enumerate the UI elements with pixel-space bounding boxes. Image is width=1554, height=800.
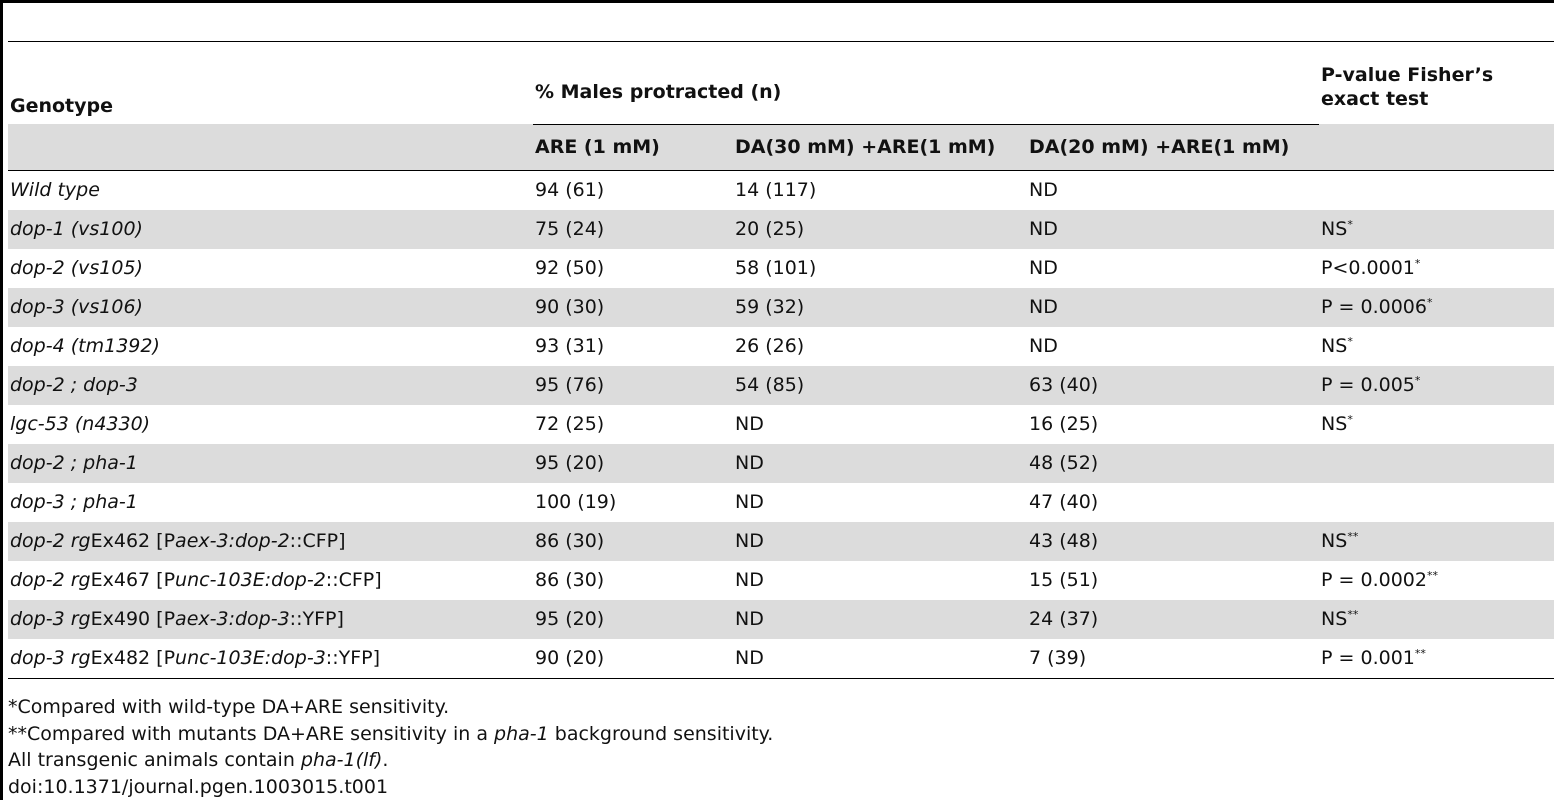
cell-pvalue: NS* [1321, 335, 1353, 357]
cell-pvalue: P = 0.005* [1319, 366, 1554, 405]
cell-genotype: lgc-53 (n4330) [10, 413, 151, 435]
cell-da30: ND [735, 491, 764, 513]
table-row [8, 405, 1554, 444]
footnote-1: *Compared with wild-type DA+ARE sensitivity. [8, 696, 450, 718]
footnote-marker: * [1414, 374, 1421, 387]
cell-da30: ND [735, 413, 764, 435]
cell-genotype: dop-4 (tm1392) [10, 335, 160, 357]
table-row [8, 483, 1554, 522]
cell-pvalue [1319, 170, 1554, 210]
table-row [8, 600, 1554, 639]
cell-pvalue: P<0.0001* [1321, 257, 1421, 279]
cell-are: 72 (25) [535, 413, 605, 435]
cell-da20: 16 (25) [1029, 413, 1099, 435]
footnote-2: **Compared with mutants DA+ARE sensitivity in a pha-1 background sensitivity. [8, 722, 774, 745]
cell-da20: ND [1029, 257, 1058, 279]
cell-da30: 20 (25) [733, 210, 1027, 249]
table-top-rule [8, 41, 1554, 42]
cell-are: 92 (50) [535, 257, 605, 279]
cell-are: 93 (31) [535, 335, 605, 357]
cell-are: 95 (20) [533, 600, 733, 639]
table-row [8, 288, 1554, 327]
cell-pvalue: NS** [1319, 522, 1554, 561]
cell-da30: ND [733, 522, 1027, 561]
cell-da20: ND [1027, 210, 1319, 249]
cell-pvalue: P = 0.0002** [1321, 569, 1438, 591]
header-da30: DA(30 mM) +ARE(1 mM) [733, 124, 1027, 170]
footnote-marker: * [1347, 413, 1353, 426]
cell-da20: ND [1029, 335, 1058, 357]
cell-pvalue [1319, 483, 1554, 522]
top-border [0, 0, 1554, 3]
cell-genotype: Wild type [10, 179, 100, 201]
cell-are: 95 (20) [533, 444, 733, 483]
table-row [8, 210, 1554, 249]
header-males-protracted: % Males protracted (n) [535, 80, 782, 103]
cell-da20: 15 (51) [1029, 569, 1099, 591]
cell-pvalue: NS* [1319, 210, 1554, 249]
cell-genotype: dop-2 ; dop-3 [8, 366, 533, 405]
footnote-marker: ** [1347, 530, 1359, 543]
cell-pvalue: P = 0.0006* [1319, 288, 1554, 327]
cell-da20: 43 (48) [1027, 522, 1319, 561]
cell-genotype: dop-1 (vs100) [8, 210, 533, 249]
header-pvalue: P-value Fisher’s exact test [1321, 63, 1494, 110]
cell-are: 100 (19) [535, 491, 617, 513]
table-body [8, 170, 1554, 678]
cell-da20: ND [1027, 288, 1319, 327]
table-row [8, 249, 1554, 288]
cell-pvalue: NS** [1319, 600, 1554, 639]
cell-da20: ND [1029, 179, 1058, 201]
cell-genotype: dop-3 ; pha-1 [10, 491, 138, 513]
footnote-marker: ** [1426, 569, 1438, 582]
cell-are: 86 (30) [535, 569, 605, 591]
cell-da30: 54 (85) [733, 366, 1027, 405]
cell-genotype: dop-3 rgEx482 [Punc-103E:dop-3::YFP] [8, 639, 533, 679]
cell-da30: 14 (117) [735, 179, 817, 201]
cell-are: 90 (20) [533, 639, 733, 679]
left-border [0, 0, 3, 800]
table-row [8, 170, 1554, 210]
cell-are: 94 (61) [535, 179, 605, 201]
cell-da20: 47 (40) [1029, 491, 1099, 513]
header-row-2 [8, 124, 1554, 170]
footnote-marker: * [1414, 257, 1421, 270]
header-row-1 [8, 54, 1554, 124]
header-empty [8, 124, 533, 170]
table-row [8, 522, 1554, 561]
cell-genotype: dop-2 rgEx467 [Punc-103E:dop-2::CFP] [10, 569, 382, 591]
table-row [8, 327, 1554, 366]
cell-da20: 24 (37) [1027, 600, 1319, 639]
table-row [8, 366, 1554, 405]
header-pvalue-empty [1319, 124, 1554, 170]
header-genotype: Genotype [10, 95, 114, 117]
cell-are: 86 (30) [533, 522, 733, 561]
cell-da20: 7 (39) [1027, 639, 1319, 679]
footnote-marker: ** [1347, 608, 1359, 621]
cell-da30: ND [733, 639, 1027, 679]
cell-da30: 26 (26) [735, 335, 805, 357]
cell-da20: 63 (40) [1027, 366, 1319, 405]
footnote-marker: * [1426, 296, 1433, 309]
footnote-marker: * [1347, 335, 1353, 348]
cell-da30: 59 (32) [733, 288, 1027, 327]
cell-da30: ND [733, 444, 1027, 483]
cell-are: 75 (24) [533, 210, 733, 249]
footnote-3: All transgenic animals contain pha-1(lf). [8, 749, 389, 771]
cell-pvalue: P = 0.001** [1319, 639, 1554, 679]
cell-genotype: dop-2 rgEx462 [Paex-3:dop-2::CFP] [8, 522, 533, 561]
cell-da30: 58 (101) [735, 257, 817, 279]
cell-pvalue [1319, 444, 1554, 483]
cell-da30: ND [735, 569, 764, 591]
cell-genotype: dop-3 rgEx490 [Paex-3:dop-3::YFP] [8, 600, 533, 639]
footnote-marker: * [1347, 218, 1353, 231]
cell-genotype: dop-2 (vs105) [10, 257, 143, 279]
table-footnotes [8, 694, 773, 800]
header-are: ARE (1 mM) [533, 124, 733, 170]
cell-genotype: dop-2 ; pha-1 [8, 444, 533, 483]
header-da20: DA(20 mM) +ARE(1 mM) [1027, 124, 1319, 170]
cell-are: 95 (76) [533, 366, 733, 405]
doi-text: doi:10.1371/journal.pgen.1003015.t001 [8, 775, 389, 798]
table-row [8, 639, 1554, 679]
cell-are: 90 (30) [533, 288, 733, 327]
footnote-marker: ** [1414, 647, 1426, 660]
cell-genotype: dop-3 (vs106) [8, 288, 533, 327]
table-row [8, 561, 1554, 600]
cell-pvalue: NS* [1321, 413, 1353, 435]
table-row [8, 444, 1554, 483]
cell-da20: 48 (52) [1027, 444, 1319, 483]
results-table [8, 54, 1554, 679]
cell-da30: ND [733, 600, 1027, 639]
